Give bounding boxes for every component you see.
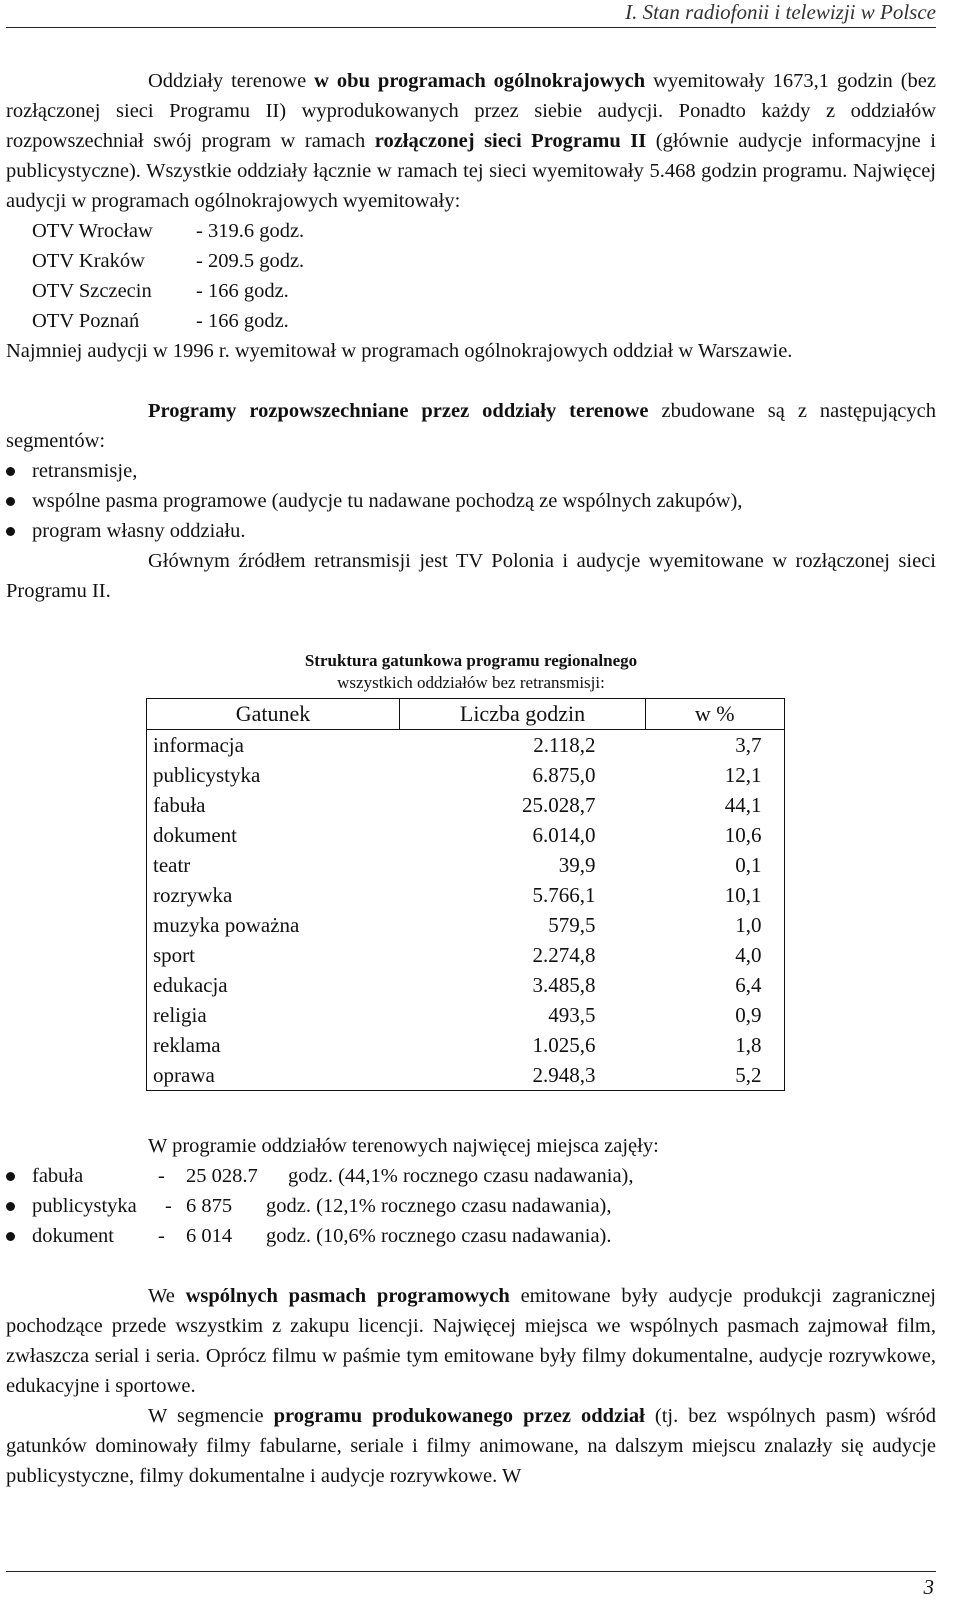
- dash: -: [158, 1225, 165, 1247]
- cell-percent: 3,7: [646, 730, 785, 761]
- cell-hours: 25.028,7: [522, 793, 596, 817]
- bold-text: programu produkowanego przez oddział: [273, 1405, 645, 1427]
- genre-hours: 6 014: [186, 1225, 233, 1247]
- text: zbudowane są z następujących segmentów:: [6, 400, 936, 452]
- table-header-row: [147, 699, 785, 730]
- paragraph-joint-bands: [6, 1281, 936, 1401]
- table-row: [147, 1030, 785, 1060]
- segments-list: [6, 456, 936, 546]
- table-row: [147, 880, 785, 910]
- otv-item: [6, 216, 936, 246]
- table-subtitle: wszystkich oddziałów bez retransmisji:: [337, 673, 605, 692]
- cell-percent: 0,9: [646, 1000, 785, 1030]
- cell-hours: 39,9: [558, 853, 596, 877]
- otv-name: OTV Poznań: [32, 310, 140, 332]
- cell-percent: 5,2: [646, 1060, 785, 1091]
- cell-hours: 2.948,3: [400, 1060, 646, 1091]
- genre-share: godz. (12,1% rocznego czasu nadawania),: [266, 1195, 612, 1217]
- page-number: 3: [923, 1575, 934, 1599]
- list-item: [6, 1221, 936, 1251]
- genre-name: dokument: [32, 1225, 114, 1247]
- bold-text: rozłączonej sieci Programu II: [374, 130, 647, 152]
- document-page: [6, 0, 936, 1616]
- cell-hours: 2.274,8: [532, 943, 596, 967]
- otv-name: OTV Wrocław: [32, 220, 153, 242]
- cell-genre: teatr: [147, 850, 400, 880]
- otv-item: [6, 276, 936, 306]
- top-genres-list: [6, 1161, 936, 1251]
- paragraph-top-genres-intro: W programie oddziałów terenowych najwięcej miejsca zajęły:: [148, 1135, 659, 1157]
- otv-value: - 166 godz.: [196, 280, 289, 302]
- cell-hours: 6.014,0: [532, 823, 596, 847]
- text: (tj. bez wspólnych pasm) wśród gatunków dominowały filmy fabularne, seriale i filmy animowane, na dalszym miejscu znalazły się audycje publicystyczne, filmy dokumentalne i audycje rozrywkowe. W: [6, 1405, 936, 1487]
- otv-value: - 209.5 godz.: [196, 250, 305, 272]
- table-row: [147, 760, 785, 790]
- text: Oddziały terenowe: [148, 70, 315, 92]
- list-item: retransmisje,: [6, 456, 936, 486]
- genre-name: publicystyka: [32, 1195, 137, 1217]
- text: wyemitowały 1673,1 godzin (bez rozłączonej sieci Programu II) wyprodukowanych przez siebie audycji. Ponadto każdy z oddziałów rozpowszechniał swój program w ramach: [6, 70, 936, 152]
- cell-percent: 10,1: [646, 880, 785, 910]
- bold-text: w obu programach ogólnokrajowych: [314, 70, 646, 92]
- cell-hours: 2.118,2: [533, 733, 596, 757]
- cell-percent: 44,1: [646, 790, 785, 820]
- paragraph-retransmission-source: Głównym źródłem retransmisji jest TV Polonia i audycje wyemitowane w rozłączonej sieci Programu II.: [6, 550, 936, 602]
- genre-structure-table: [146, 698, 785, 1091]
- cell-percent: 6,4: [646, 970, 785, 1000]
- cell-percent: 4,0: [646, 940, 785, 970]
- otv-value: - 166 godz.: [196, 310, 289, 332]
- otv-name: OTV Kraków: [32, 250, 145, 272]
- otv-item: [6, 246, 936, 276]
- paragraph-least-broadcast: Najmniej audycji w 1996 r. wyemitował w programach ogólnokrajowych oddział w Warszawie.: [6, 340, 793, 362]
- paragraph-regional-broadcast: [6, 66, 936, 216]
- text: emitowane były audycje produkcji zagranicznej pochodzące przede wszystkim z zakupu licencji. Najwięcej miejsca we wspólnych pasmach zajmował film, zwłaszcza serial i seria. Oprócz filmu w paśmie tym emitowane były filmy dokumentalne, audycje rozrywkowe, edukacyjne i sportowe.: [6, 1285, 936, 1397]
- footer-rule: [6, 1571, 936, 1572]
- dash: -: [158, 1165, 165, 1187]
- otv-item: [6, 306, 936, 336]
- text: W segmencie: [148, 1405, 274, 1427]
- otv-list: [6, 216, 936, 336]
- cell-genre: edukacja: [147, 970, 400, 1000]
- genre-hours: 25 028.7: [186, 1165, 258, 1187]
- table-row: [147, 790, 785, 820]
- bold-text: wspólnych pasmach programowych: [185, 1285, 510, 1307]
- table-title: Struktura gatunkowa programu regionalnego: [304, 651, 638, 670]
- otv-value: - 319.6 godz.: [196, 220, 305, 242]
- table-row: [147, 940, 785, 970]
- list-item: [6, 1161, 936, 1191]
- genre-share: godz. (44,1% rocznego czasu nadawania),: [288, 1165, 634, 1187]
- text: We: [148, 1285, 186, 1307]
- table-row: [147, 1060, 785, 1091]
- header-rule: [6, 27, 936, 28]
- cell-hours: 579,5: [548, 913, 596, 937]
- cell-percent: 10,6: [646, 820, 785, 850]
- table-row: [147, 730, 785, 761]
- genre-hours: 6 875: [186, 1195, 233, 1217]
- cell-genre: reklama: [147, 1030, 400, 1060]
- list-item: wspólne pasma programowe (audycje tu nadawane pochodzą ze wspólnych zakupów),: [6, 486, 936, 516]
- cell-genre: fabuła: [147, 790, 400, 820]
- cell-genre: oprawa: [147, 1060, 400, 1091]
- table-row: [147, 850, 785, 880]
- table-caption: [6, 650, 936, 694]
- cell-genre: dokument: [147, 820, 400, 850]
- cell-genre: publicystyka: [147, 760, 400, 790]
- column-header-genre: Gatunek: [147, 699, 400, 730]
- table-row: [147, 910, 785, 940]
- cell-hours: 1.025,6: [532, 1033, 596, 1057]
- cell-percent: 12,1: [646, 760, 785, 790]
- list-item: [6, 1191, 936, 1221]
- list-item: program własny oddziału.: [6, 516, 936, 546]
- cell-hours: 5.766,1: [532, 883, 596, 907]
- genre-share: godz. (10,6% rocznego czasu nadawania).: [266, 1225, 612, 1247]
- cell-percent: 0,1: [646, 850, 785, 880]
- document-body: [6, 66, 936, 1491]
- column-header-percent: w %: [646, 699, 785, 730]
- cell-hours: 6.875,0: [532, 763, 596, 787]
- running-header: I. Stan radiofonii i telewizji w Polsce: [625, 0, 936, 24]
- text: (głównie audycje informacyjne i publicystyczne). Wszystkie oddziały łącznie w ramach tej sieci wyemitowały 5.468 godzin programu. Najwięcej audycji w programach ogólnokrajowych wyemitowały:: [6, 130, 936, 212]
- paragraph-own-production: [6, 1401, 936, 1491]
- dash: -: [165, 1195, 172, 1217]
- cell-hours: 493,5: [548, 1003, 596, 1027]
- column-header-hours: Liczba godzin: [400, 699, 646, 730]
- cell-genre: muzyka poważna: [147, 910, 400, 940]
- cell-genre: religia: [147, 1000, 400, 1030]
- cell-percent: 1,8: [646, 1030, 785, 1060]
- bold-text: Programy rozpowszechniane przez oddziały terenowe: [148, 400, 649, 422]
- table-row: [147, 970, 785, 1000]
- table-row: [147, 820, 785, 850]
- genre-name: fabuła: [32, 1165, 84, 1187]
- paragraph-segments-intro: [6, 396, 936, 456]
- cell-percent: 1,0: [646, 910, 785, 940]
- cell-genre: sport: [147, 940, 400, 970]
- cell-genre: informacja: [147, 730, 400, 761]
- otv-name: OTV Szczecin: [32, 280, 152, 302]
- cell-hours: 3.485,8: [532, 973, 596, 997]
- cell-genre: rozrywka: [147, 880, 400, 910]
- table-row: [147, 1000, 785, 1030]
